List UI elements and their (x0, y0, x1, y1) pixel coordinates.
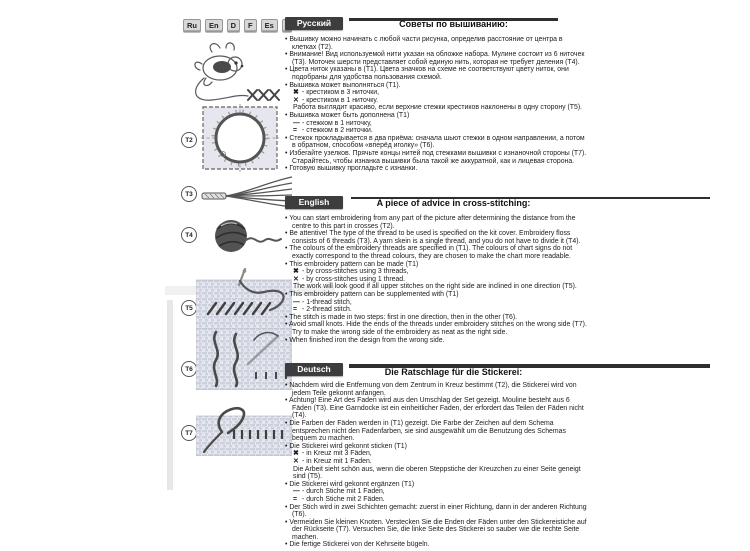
language-tab[interactable]: Ru (183, 19, 201, 32)
instruction-text: Работа выглядит красиво, если верхние стежки крестиков наклонены в одну сторону (T5). (293, 104, 583, 112)
figure-label-t7 (181, 425, 197, 441)
instruction-line (285, 314, 587, 322)
instruction-line (285, 299, 587, 307)
instruction-text: Вышивка может быть дополнена (T1) (289, 111, 410, 119)
instruction-line (285, 66, 587, 81)
instruction-line (285, 420, 587, 443)
instruction-text: Vermeiden Sie kleinen Knoten. Verstecken Sie die Enden der Fäden unter den Stickereistiche auf der Rückseite (T7). Versuchen Sie, die linke Seite des Stickerei so sauber wie die rechte Seite machen. (289, 518, 587, 541)
stitch-symbol: — (293, 488, 300, 496)
stitch-symbol: ✕ (293, 275, 299, 283)
figure-t4-yarn-skein (203, 212, 283, 265)
figure-label-text: T6 (185, 365, 193, 373)
instruction-text: - durch Stiche mit 1 Faden, (302, 488, 385, 496)
instruction-line (285, 51, 587, 66)
instruction-text: - стежком в 1 ниточку, (302, 119, 372, 127)
section-title: A piece of advice in cross-stitching: (376, 198, 531, 208)
instruction-text: - by cross-stitches using 1 thread. (302, 275, 406, 283)
language-tab[interactable]: Es (261, 19, 278, 32)
instruction-line (285, 112, 587, 120)
instruction-line (285, 291, 587, 299)
instruction-text: The stitch is made in two steps: first in one direction, then in the other (T6). (289, 313, 518, 321)
stitch-symbol: ✕ (293, 96, 299, 104)
instruction-text: Стежок прокладывается в два приёма: сначала шьют стежки в одном направлении, а потом в обратном, способом «вперёд иголку» (T6). (289, 134, 585, 150)
instruction-text: - 1-thread stitch, (302, 298, 352, 306)
instruction-text: Избегайте узелков. Прячьте концы нитей под стежками вышивки с изнаночной стороны (T7). Старайтесь, чтобы изнанка вышивки была такой же аккуратной, как и лицевая сторона. (289, 149, 587, 165)
section-lang-badge: Deutsch (285, 363, 343, 376)
instruction-text: Die Farben der Fäden werden in (T1) gezeigt. Die Farbe der Zeichen auf dem Schema entsprechen nicht den Fadenfarben, sie sind ausgewählt um die Benutzung des Schemas bequem zu machen. (289, 419, 566, 443)
instruction-text: When finished iron the design from the wrong side. (289, 336, 445, 344)
instruction-text: - крестиком в 1 ниточку. (302, 96, 379, 104)
instruction-line (285, 283, 587, 291)
figure-label-text: T4 (185, 231, 193, 239)
instruction-line (285, 397, 587, 420)
instruction-line (285, 276, 587, 284)
instruction-list (285, 215, 587, 344)
instruction-line (285, 496, 587, 504)
section-header (285, 17, 587, 32)
instruction-text: Avoid small knots. Hide the ends of the threads under embroidery stitches on the wrong side (T7). Try to make the wrong side of the embroidery as neat as the right side. (288, 321, 587, 336)
instruction-line (285, 89, 587, 97)
instruction-line (285, 458, 587, 466)
stitch-symbol: = (293, 495, 298, 503)
instruction-line (285, 245, 587, 260)
instruction-line (285, 268, 587, 276)
instruction-text: - стежком в 2 ниточки. (302, 127, 373, 135)
instruction-text: Nachdem wird die Entfernung von dem Zentrum in Kreuz bestimmt (T2), die Stickerei wird von jedem Teile gekonnt anfangen. (289, 382, 577, 397)
instruction-text: - durch Stiche mit 2 Fäden. (302, 495, 385, 503)
instruction-text: Die fertige Stickerei von der Kehrseite bügeln. (289, 541, 430, 549)
instruction-text: This embroidery pattern can be made (T1) (289, 260, 419, 268)
instruction-text: Achtung! Eine Art des Faden wird aus den Umschlag der Set gezeigt. Mouline besteht aus 6 Fäden (T3). Eine Garndocke ist ein einheitlicher Faden, der erfordert das Teilen der Fäden nicht (T4). (288, 397, 584, 420)
figure-label-t5 (181, 300, 197, 316)
figure-label-t4 (181, 227, 197, 243)
instruction-line (285, 127, 587, 135)
language-tab[interactable]: En (205, 19, 223, 32)
figure-label-t3 (181, 186, 197, 202)
instruction-text: This embroidery pattern can be supplemented with (T1) (289, 290, 459, 298)
figure-t2-hoop-fabric (198, 102, 282, 179)
instruction-text: - in Kreuz mit 1 Faden. (302, 457, 372, 465)
instruction-line (285, 466, 587, 481)
instruction-text: Der Stich wird in zwei Schichten gemacht: zuerst in einer Richtung, dann in der anderen Richtung (T6). (289, 503, 587, 519)
instruction-line (285, 488, 587, 496)
instruction-line (285, 519, 587, 542)
instruction-text: Готовую вышивку прогладьте с изнанки. (289, 165, 418, 173)
figure-label-text: T7 (185, 429, 193, 437)
instruction-line (285, 481, 587, 489)
instruction-text: You can start embroidering from any part of the picture after determining the distance from the centre to this part in crosses (T2). (289, 215, 576, 230)
instruction-list (285, 382, 587, 549)
stitch-symbol: = (293, 127, 298, 135)
instruction-line (285, 135, 587, 150)
scan-edge-shadow (167, 300, 173, 490)
stitch-symbol: ✖ (293, 89, 299, 97)
figure-label-text: T2 (185, 136, 193, 144)
instruction-text: Внимание! Вид используемой нити указан на обложке набора. Мулине состоит из 6 ниточек (T3). Моточек шерсти представляет собой единую нить, которая не требует деления (T4). (289, 51, 585, 66)
figure-label-text: T5 (185, 304, 193, 312)
stitch-symbol: ✖ (293, 268, 299, 276)
instruction-text: Вышивка может выполняться (T1). (289, 81, 401, 89)
language-tab[interactable]: D (227, 19, 240, 32)
section-header (285, 196, 587, 211)
instruction-line (285, 230, 587, 245)
instruction-line (285, 382, 587, 397)
instruction-text: Be attentive! The type of the thread to be used is specified on the kit cover. Embroidery floss consists of 6 threads (T3). A yarn skein is a single thread, and you do not have to divide it (T4). (289, 230, 581, 245)
stitch-symbol: — (293, 298, 300, 306)
section-lang-badge: English (285, 196, 343, 209)
instruction-line (285, 215, 587, 230)
figure-label-text: T3 (185, 190, 193, 198)
section-title: Die Ratschlage für die Stickerei: (384, 367, 523, 377)
stitch-symbol: — (293, 119, 300, 127)
instruction-text: Вышивку можно начинать с любой части рисунка, определив расстояние от центра в клетках (T2). (289, 36, 563, 51)
section-title: Советы по вышиванию: (399, 19, 508, 29)
stitch-symbol: ✖ (293, 450, 299, 458)
instruction-line (285, 150, 587, 165)
figure-t6-two-step-stitch (196, 328, 292, 395)
instruction-line (285, 541, 587, 549)
instruction-text: Die Stickerei wird gekonnt sticken (T1) (289, 442, 407, 450)
section-german (285, 363, 587, 549)
instruction-text: - 2-thread stitch. (302, 306, 352, 314)
instruction-text: - крестиком в 3 ниточки, (302, 89, 380, 97)
instruction-text: Die Arbeit sieht schön aus, wenn die oberen Steppstiche der Kreuzchen zu einer Seite geneigt sind (T5). (293, 465, 581, 481)
instruction-text: - by cross-stitches using 3 threads, (302, 268, 409, 276)
instruction-line (285, 104, 587, 112)
instruction-text: - in Kreuz mit 3 Fäden, (302, 450, 372, 458)
instruction-text: The colours of the embroidery threads are specified in (T1). The colours of chart signs do not exactly correspond to the thread colours, they are chosen to make the chart more readable. (289, 245, 573, 260)
instruction-line (285, 504, 587, 519)
figure-label-t6 (181, 361, 197, 377)
instruction-list (285, 36, 587, 173)
instruction-text: The work will look good if all upper stitches on the right side are inclined in one direction (T5). (293, 283, 577, 291)
figure-t7-hide-ends (196, 400, 292, 461)
figure-label-t2 (181, 132, 197, 148)
instruction-line (285, 321, 587, 336)
section-lang-badge: Русский (285, 17, 343, 30)
stitch-symbol: ✕ (293, 457, 299, 465)
instruction-text: Цвета ниток указаны в (T1). Цвета значков на схеме не соответствуют цвету ниток, они подобраны для удобства пользования схемой. (289, 66, 569, 81)
instruction-line (285, 165, 587, 173)
instruction-line (285, 450, 587, 458)
stitch-symbol: = (293, 306, 298, 314)
section-english (285, 196, 587, 344)
section-russian (285, 17, 587, 173)
instruction-text: Die Stickerei wird gekonnt ergänzen (T1) (289, 480, 415, 488)
instruction-line (285, 36, 587, 51)
instruction-line (285, 120, 587, 128)
section-header (285, 363, 587, 378)
instruction-line (285, 337, 587, 345)
language-tab-bar (183, 19, 292, 32)
language-tab[interactable]: F (244, 19, 257, 32)
instruction-line (285, 306, 587, 314)
